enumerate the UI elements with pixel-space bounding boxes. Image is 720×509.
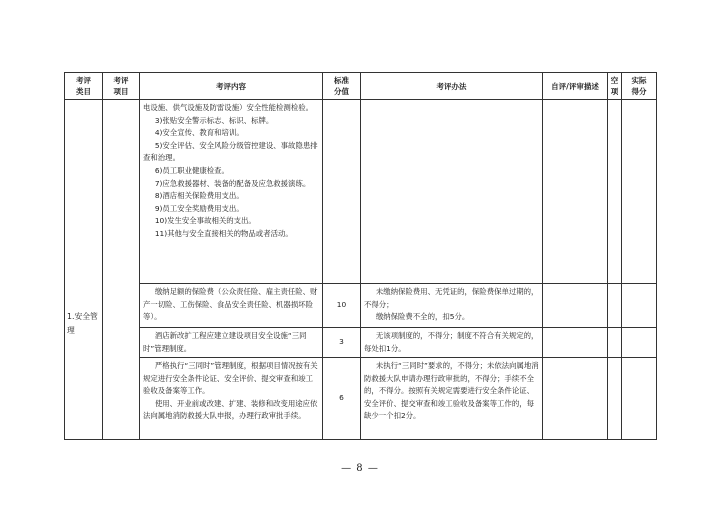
review-cell[interactable] bbox=[543, 284, 608, 328]
category-cell: 1.安全管理 bbox=[65, 100, 103, 440]
content-line: 10)发生安全事故相关的支出。 bbox=[154, 216, 256, 226]
header-actual-score: 实际 得分 bbox=[622, 73, 657, 100]
empty-item-cell[interactable] bbox=[608, 358, 622, 440]
content-line: 5)安全评估、安全风险分级管控建设、事故隐患排查和治理。 bbox=[143, 140, 318, 163]
content-line: 6)员工职业健康检查。 bbox=[154, 165, 229, 175]
score-cell bbox=[323, 100, 361, 284]
content-line: 严格执行“三同时”管理制度，根据项目情况按有关规定进行安全条件论证、安全评价、提交审查和竣工验收及备案等工作。 bbox=[143, 361, 318, 396]
content-cell bbox=[140, 358, 323, 440]
header-item: 考评 项目 bbox=[103, 73, 140, 100]
header-content: 考评内容 bbox=[140, 73, 323, 100]
method-line: 无该项制度的，不得分；制度不符合有关规定的，每处扣1分。 bbox=[364, 331, 539, 353]
header-row bbox=[65, 73, 657, 100]
actual-score-cell[interactable] bbox=[622, 358, 657, 440]
table-row bbox=[65, 328, 657, 358]
content-line: 8)酒店相关保险费用支出。 bbox=[154, 191, 244, 201]
review-cell[interactable] bbox=[543, 328, 608, 358]
score-cell: 3 bbox=[323, 328, 361, 358]
content-line: 酒店新改扩工程应建立建设项目安全设施“三同时”管理制度。 bbox=[143, 331, 307, 353]
method-line: 缴纳保险费不全的，扣5分。 bbox=[375, 312, 470, 322]
method-line: 未执行“三同时”要求的，不得分；未依法向属地消防救援大队申请办理行政审批的，不得分；手续不全的，不得分。按照有关规定需要进行安全条件论证、安全评价、提交审查和竣工验收及备案等工作的，每缺少一个扣2分。 bbox=[364, 361, 539, 421]
content-cell bbox=[140, 284, 323, 328]
header-standard-score: 标准 分值 bbox=[323, 73, 361, 100]
content-line: 11)其他与安全直接相关的物品或者活动。 bbox=[154, 228, 293, 238]
review-cell[interactable] bbox=[543, 358, 608, 440]
content-line: 使用、开业前或改建、扩建、装修和改变用途应依法向属地消防救援大队申报，办理行政审批手续。 bbox=[143, 398, 318, 421]
table-row bbox=[65, 358, 657, 440]
score-cell: 10 bbox=[323, 284, 361, 328]
empty-item-cell[interactable] bbox=[608, 284, 622, 328]
content-line: 9)员工安全奖励费用支出。 bbox=[154, 203, 244, 213]
review-cell[interactable] bbox=[543, 100, 608, 284]
content-cell bbox=[140, 328, 323, 358]
method-cell bbox=[361, 100, 543, 284]
actual-score-cell[interactable] bbox=[622, 328, 657, 358]
item-cell bbox=[103, 100, 140, 440]
actual-score-cell[interactable] bbox=[622, 100, 657, 284]
header-empty-item: 空 项 bbox=[608, 73, 622, 100]
content-line: 缴纳足额的保险费（公众责任险、雇主责任险、财产一切险、工伤保险、食品安全责任险、机器损坏险等）。 bbox=[143, 287, 318, 322]
content-cell bbox=[140, 100, 323, 284]
score-cell: 6 bbox=[323, 358, 361, 440]
method-cell bbox=[361, 358, 543, 440]
content-line: 电设施、供气设施及防雷设施）安全性能检测检验。 bbox=[143, 103, 313, 112]
method-cell bbox=[361, 284, 543, 328]
table-row bbox=[65, 284, 657, 328]
page-number: — 8 — bbox=[341, 463, 379, 474]
header-method: 考评办法 bbox=[361, 73, 543, 100]
actual-score-cell[interactable] bbox=[622, 284, 657, 328]
method-cell bbox=[361, 328, 543, 358]
method-line: 未缴纳保险费用、无凭证的，保险费保单过期的，不得分； bbox=[364, 287, 539, 309]
header-category: 考评 类目 bbox=[65, 73, 103, 100]
empty-item-cell[interactable] bbox=[608, 100, 622, 284]
content-line: 3)张贴安全警示标志、标识、标牌。 bbox=[154, 115, 274, 125]
header-review-description: 自评/评审描述 bbox=[543, 73, 608, 100]
content-line: 7)应急救援器材、装备的配备及应急救援演练。 bbox=[154, 178, 311, 188]
content-line: 4)安全宣传、教育和培训。 bbox=[154, 128, 244, 138]
empty-item-cell[interactable] bbox=[608, 328, 622, 358]
evaluation-table bbox=[64, 72, 657, 440]
table-row bbox=[65, 100, 657, 284]
